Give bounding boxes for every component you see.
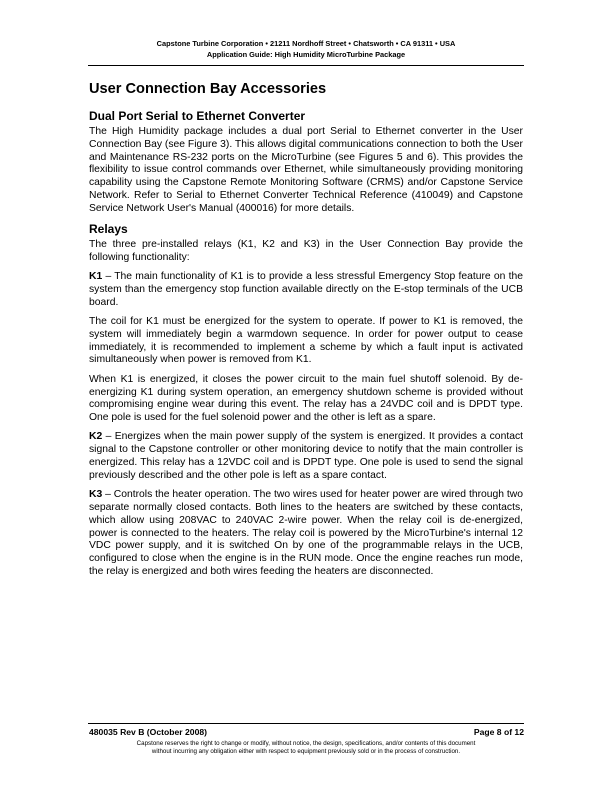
k1-label: K1 <box>89 271 103 283</box>
footer-doc-id: 480035 Rev B (October 2008) <box>89 727 207 737</box>
section-heading-relays: Relays <box>89 222 128 237</box>
k2-text: – Energizes when the main power supply of the system is energized. It provides a contact signal to the Capstone controller or other monitoring device to notify that the main controller is energized. This relay has a 12VDC coil and is DPDT type. One pole is used to send the signal previously described and the other pole is left as a spare contact. <box>89 431 523 481</box>
k1-text: – The main functionality of K1 is to provide a less stressful Emergency Stop feature on the system than the emergency stop function available directly on the E-stop terminals of the UCB board. <box>89 271 523 308</box>
k3-label: K3 <box>89 489 103 501</box>
footer-divider <box>88 723 524 724</box>
relays-intro-paragraph: The three pre-installed relays (K1, K2 and K3) in the User Connection Bay provide the following functionality: <box>89 239 523 263</box>
k3-paragraph <box>89 489 523 579</box>
k1-paragraph <box>89 271 523 309</box>
header-address: Capstone Turbine Corporation • 21211 Nordhoff Street • Chatsworth • CA 91311 • USA <box>156 39 456 48</box>
header-guide-title: Application Guide: High Humidity MicroTurbine Package <box>206 50 406 59</box>
k2-paragraph <box>89 431 523 482</box>
header-divider <box>88 65 524 66</box>
footer-disclaimer-line2: without incurring any obligation either with respect to equipment previously sold or in the process of construction. <box>151 748 461 756</box>
k3-text: – Controls the heater operation. The two wires used for heater power are wired through two separate normally closed contacts. Both lines to the heaters are switched by these contacts, which allow using 208VAC to 240VAC 2-wire power. When the relay coil is de-energized, power is connected to the heaters. The relay coil is powered by the MicroTurbine's internal 12 VDC power supply, and it is switched On by one of the programmable relays in the UCB, configured to close when the engine is in the RUN mode. Once the engine reaches run mode, the relay is energized and both wires feeding the heaters are disconnected. <box>89 489 523 577</box>
footer-page-number: Page 8 of 12 <box>473 727 524 737</box>
k2-label: K2 <box>89 431 103 443</box>
main-content <box>89 80 523 585</box>
section-heading-serial-converter: Dual Port Serial to Ethernet Converter <box>89 109 306 123</box>
page-header <box>88 38 524 60</box>
k1-energized-paragraph: When K1 is energized, it closes the power circuit to the main fuel shutoff solenoid. By de-energizing K1 during system operation, an emergency shutdown scheme is provided without compromising engine wear during this event. The relay has a 24VDC coil and is DPDT type. One pole is used for the fuel solenoid power and the other is left as a spare. <box>89 373 523 424</box>
footer-disclaimer <box>88 740 524 757</box>
footer-disclaimer-line1: Capstone reserves the right to change or modify, without notice, the design, specifications, and/or contents of this document <box>136 740 476 747</box>
page-title: User Connection Bay Accessories <box>89 81 327 97</box>
serial-converter-paragraph: The High Humidity package includes a dual port Serial to Ethernet converter in the User Connection Bay (see Figure 3). This allows digital communications connection to both the User and Maintenance RS-232 ports on the MicroTurbine (see Figures 5 and 6). This provides the flexibility to issue control commands over Ethernet, while simultaneously providing monitoring capability using the Capstone Remote Monitoring Software (CRMS) and/or Capstone Service Network. Refer to Serial to Ethernet Converter Technical Reference (410049) and Capstone Service Network User's Manual (400016) for more details. <box>89 126 523 214</box>
k1-coil-paragraph: The coil for K1 must be energized for the system to operate. If power to K1 is removed, the system will immediately begin a warmdown sequence. In order for power output to cease immediately, it is recommended to implement a scheme by which a fault input is activated simultaneously when power is removed from K1. <box>89 316 523 366</box>
